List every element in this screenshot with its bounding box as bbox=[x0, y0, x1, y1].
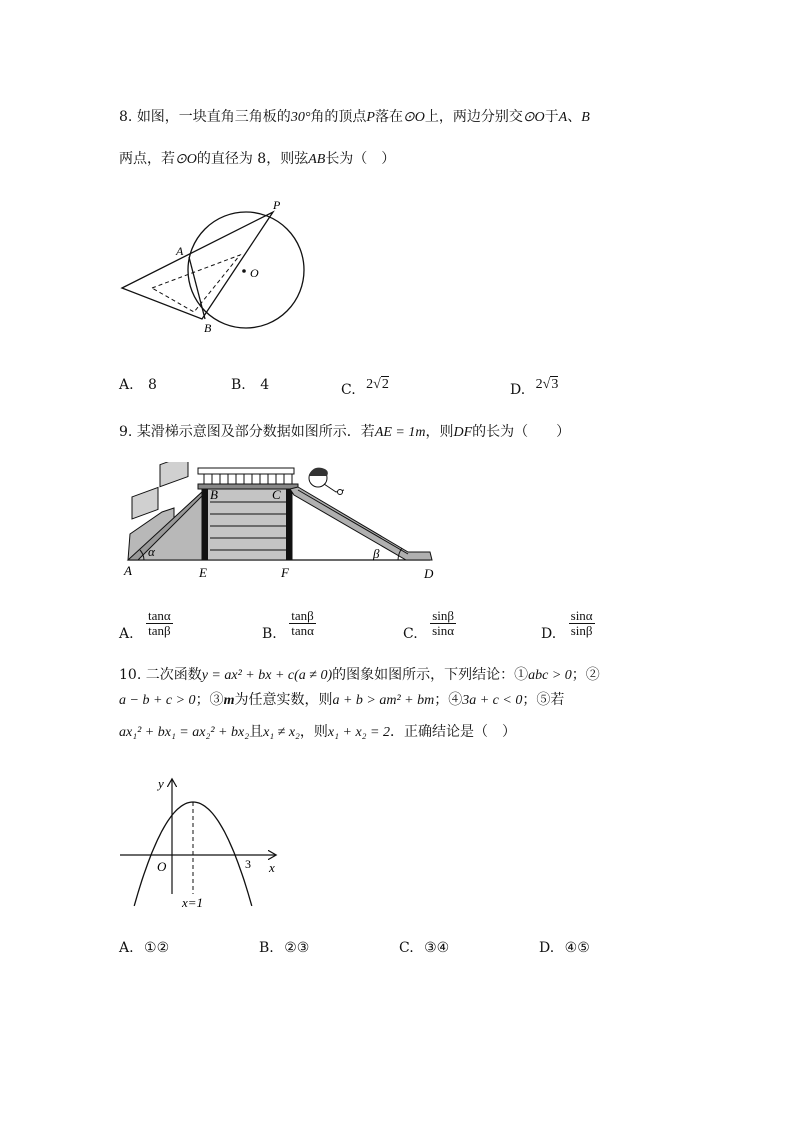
label-f: F bbox=[281, 565, 289, 580]
q9-slide-figure bbox=[118, 462, 443, 584]
q10-conclusion-2: a − b + c > 0 bbox=[119, 693, 196, 708]
q10-conclusion-4: 3a + c < 0 bbox=[462, 693, 523, 708]
label-y: y bbox=[158, 776, 164, 791]
label-alpha: α bbox=[148, 544, 155, 559]
q10-text: 且 bbox=[249, 724, 264, 740]
label-axis-x1: x=1 bbox=[182, 895, 204, 910]
q10-number: 10. bbox=[119, 667, 142, 683]
q10-line1 bbox=[119, 666, 600, 685]
frac-den: tanβ bbox=[148, 623, 171, 638]
q8-text: 落在 bbox=[374, 109, 403, 125]
q9-text: 某滑梯示意图及部分数据如图所示．若 bbox=[136, 424, 375, 440]
q10-text: ；② bbox=[571, 667, 600, 683]
option-label: C. bbox=[403, 625, 418, 642]
label-b: B bbox=[204, 321, 212, 335]
q8-line2 bbox=[119, 150, 395, 169]
option-label: A. bbox=[119, 625, 134, 642]
sqrt-radicand: 2 bbox=[381, 377, 389, 392]
slide-edge bbox=[298, 490, 408, 554]
q8-text: 如图，一块直角三角板的 bbox=[136, 109, 291, 125]
q8-text: 的直径为 8，则弦 bbox=[196, 151, 309, 167]
q10-text: ；④ bbox=[434, 692, 463, 708]
option-label: D. bbox=[539, 940, 555, 956]
child-figure bbox=[309, 468, 344, 495]
q9-text: 的长为（ ） bbox=[472, 424, 571, 440]
label-origin: O bbox=[157, 859, 167, 874]
q8-circle-o: ⊙O bbox=[175, 152, 197, 167]
option-value: ②③ bbox=[284, 940, 310, 956]
q10-text: ．正确结论是（ ） bbox=[389, 724, 516, 740]
option-value: 8 bbox=[148, 377, 157, 393]
q9-number: 9. bbox=[119, 424, 133, 440]
option-value: ③④ bbox=[424, 940, 450, 956]
q10-option-a[interactable] bbox=[119, 940, 169, 956]
label-e: E bbox=[199, 565, 207, 580]
option-value: 4 bbox=[260, 377, 270, 393]
q8-text: 上，两边分别交 bbox=[424, 109, 523, 125]
frac-num: tanβ bbox=[289, 609, 316, 624]
label-o: O bbox=[250, 266, 259, 280]
option-label: B. bbox=[231, 377, 246, 393]
sqrt-coef: 2 bbox=[366, 377, 374, 392]
left-step-panel bbox=[160, 462, 188, 487]
option-label: D. bbox=[510, 382, 526, 398]
q10-conclusion-5: x₁ + x₂ = 2 bbox=[327, 725, 390, 740]
q9-option-d[interactable] bbox=[541, 608, 595, 642]
option-label: B. bbox=[259, 940, 274, 956]
q10-line3 bbox=[119, 723, 516, 742]
label-p: P bbox=[273, 198, 281, 212]
left-step-panel bbox=[132, 487, 158, 518]
q10-parabola-figure bbox=[115, 772, 290, 912]
frac-num: tanα bbox=[148, 608, 171, 623]
label-a: A bbox=[176, 244, 184, 258]
label-b: B bbox=[210, 487, 218, 502]
q9-ae-equation: AE = 1m bbox=[374, 425, 426, 440]
q8-point-p: P bbox=[366, 110, 375, 125]
q10-function: y = ax² + bx + c(a ≠ 0) bbox=[201, 668, 333, 683]
option-label: A. bbox=[119, 377, 134, 393]
option-label: C. bbox=[399, 940, 414, 956]
q10-condition-5: ax₁² + bx₁ = ax₂² + bx₂ bbox=[119, 725, 250, 740]
q10-conclusion-3: a + b > am² + bm bbox=[332, 693, 435, 708]
q10-option-c[interactable] bbox=[399, 940, 449, 956]
sqrt-coef: 2 bbox=[535, 377, 543, 392]
q10-var-m: m bbox=[223, 693, 235, 708]
label-beta: β bbox=[373, 546, 380, 561]
platform-rail bbox=[198, 468, 294, 474]
q8-text: 、 bbox=[567, 109, 582, 125]
q10-text: ；③ bbox=[195, 692, 224, 708]
circle-o bbox=[188, 212, 304, 328]
post-cf bbox=[286, 489, 292, 560]
q10-option-d[interactable] bbox=[539, 940, 590, 956]
option-label: A. bbox=[119, 940, 134, 956]
q10-text: 二次函数 bbox=[145, 667, 202, 683]
q8-option-c[interactable]: C. 2√2 bbox=[341, 377, 389, 398]
q8-point-b: B bbox=[581, 110, 590, 125]
q8-text: 角的顶点 bbox=[310, 109, 367, 125]
q9-line1 bbox=[119, 423, 570, 442]
frac-den: sinα bbox=[432, 623, 455, 638]
option-label: D. bbox=[541, 625, 557, 642]
label-d: D bbox=[424, 566, 434, 581]
q8-text: 两点，若 bbox=[119, 151, 175, 167]
q8-text: 于 bbox=[544, 109, 559, 125]
q9-text: ，则 bbox=[425, 424, 454, 440]
q8-option-a[interactable] bbox=[119, 377, 157, 393]
sqrt-radicand: 3 bbox=[551, 377, 559, 392]
q8-circle-o: ⊙O bbox=[402, 110, 425, 125]
q9-df: DF bbox=[453, 425, 473, 440]
frac-num: sinα bbox=[570, 608, 593, 623]
frac-den: tanα bbox=[291, 623, 314, 638]
label-a: A bbox=[124, 563, 132, 578]
q9-option-c[interactable] bbox=[403, 608, 456, 642]
q8-text: 长为（ ） bbox=[325, 151, 396, 167]
frac-num: sinβ bbox=[430, 609, 456, 624]
q10-text: ，则 bbox=[299, 724, 328, 740]
label-c: C bbox=[272, 487, 281, 502]
option-label: B. bbox=[262, 625, 277, 642]
frac-den: sinβ bbox=[570, 623, 593, 638]
option-value: ①② bbox=[144, 940, 170, 956]
q10-condition-6: x₁ ≠ x₂ bbox=[263, 725, 300, 740]
q8-degree: 30° bbox=[290, 110, 311, 125]
q9-option-b[interactable] bbox=[262, 608, 316, 642]
q8-line1 bbox=[119, 108, 590, 127]
q8-point-a: A bbox=[558, 110, 568, 125]
q10-text: ；⑤若 bbox=[522, 692, 565, 708]
q8-option-b[interactable] bbox=[231, 377, 269, 393]
post-be bbox=[202, 489, 208, 560]
option-value: ④⑤ bbox=[564, 940, 590, 956]
q8-option-d[interactable]: D. 2√3 bbox=[510, 377, 559, 398]
q8-figure bbox=[110, 195, 320, 345]
label-three: 3 bbox=[245, 857, 251, 871]
q10-option-b[interactable] bbox=[259, 940, 309, 956]
center-o-dot bbox=[242, 269, 246, 273]
q10-text: 为任意实数，则 bbox=[234, 692, 333, 708]
q10-line2 bbox=[119, 691, 564, 710]
label-x: x bbox=[269, 860, 275, 875]
q8-circle-o: ⊙O bbox=[522, 110, 545, 125]
q8-chord-ab: AB bbox=[308, 152, 326, 167]
option-label: C. bbox=[341, 382, 356, 398]
q8-number: 8. bbox=[119, 109, 133, 125]
q9-option-a[interactable] bbox=[119, 608, 173, 642]
q10-conclusion-1: abc > 0 bbox=[528, 668, 572, 683]
q10-text: 的图象如图所示，下列结论：① bbox=[332, 667, 529, 683]
